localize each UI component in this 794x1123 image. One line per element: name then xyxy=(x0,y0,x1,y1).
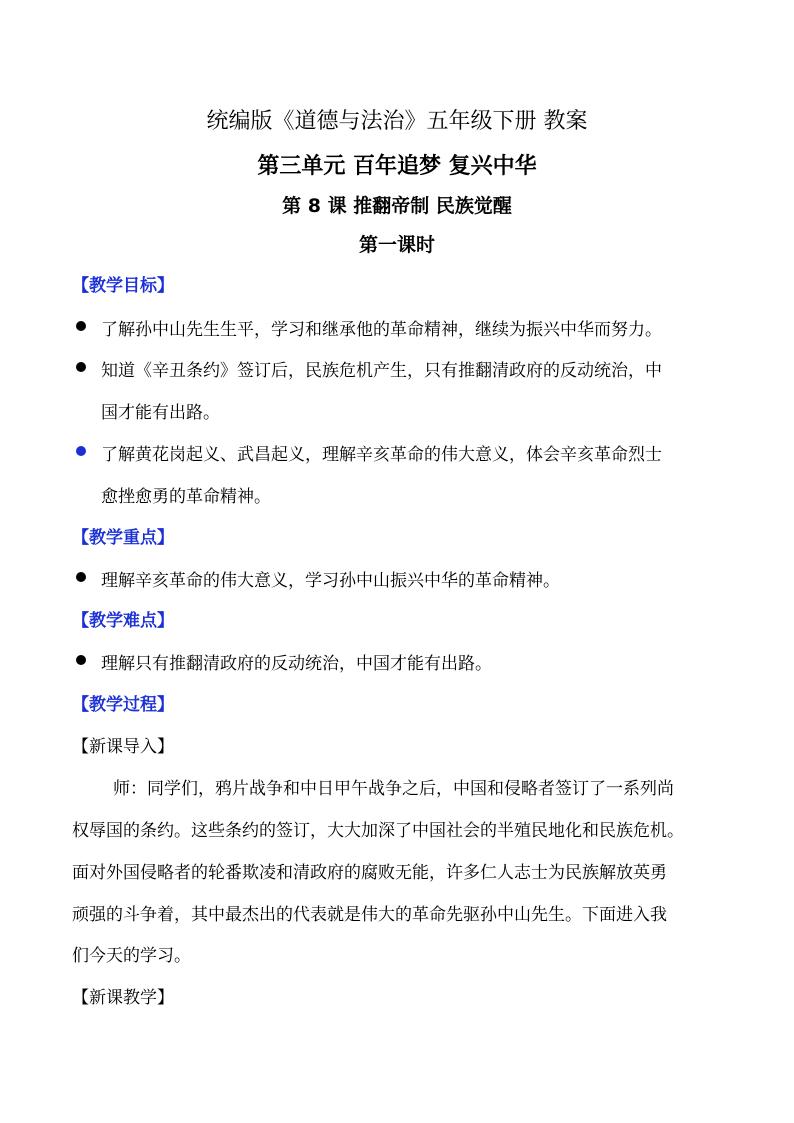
difficulty-line: 理解只有推翻清政府的反动统治，中国才能有出路。 xyxy=(101,654,492,674)
unit-title: 第三单元 百年追梦 复兴中华 xyxy=(257,154,537,179)
objective-1-line-1: 了解孙中山先生生平，学习和继承他的革命精神，继续为振兴中华而努力。 xyxy=(101,320,662,340)
intro-paragraph-line-1: 师：同学们，鸦片战争和中日甲午战争之后，中国和侵略者签订了一系列尚 xyxy=(113,779,674,799)
difficulties-heading: 【教学难点】 xyxy=(72,611,174,631)
objective-3-line-1: 了解黄花岗起义、武昌起义，理解辛亥革命的伟大意义，体会辛亥革命烈士 xyxy=(101,445,662,465)
process-heading: 【教学过程】 xyxy=(72,695,174,715)
objective-3-line-2: 愈挫愈勇的革命精神。 xyxy=(101,487,271,507)
period-title: 第一课时 xyxy=(358,234,435,256)
bullet-dot-icon xyxy=(76,655,86,665)
bullet-dot-icon xyxy=(76,572,86,582)
bullet-dot-icon xyxy=(76,321,86,331)
key-point-line: 理解辛亥革命的伟大意义，学习孙中山振兴中华的革命精神。 xyxy=(101,571,560,591)
objective-2-line-1: 知道《辛丑条约》签订后，民族危机产生，只有推翻清政府的反动统治，中 xyxy=(101,361,662,381)
objective-2-line-2: 国才能有出路。 xyxy=(101,403,220,423)
intro-paragraph-line-2: 权辱国的条约。这些条约的签订，大大加深了中国社会的半殖民地化和民族危机。 xyxy=(72,821,684,841)
objectives-heading: 【教学目标】 xyxy=(72,276,174,296)
intro-paragraph-line-3: 面对外国侵略者的轮番欺凌和清政府的腐败无能，许多仁人志士为民族解放英勇 xyxy=(72,863,667,883)
intro-heading: 【新课导入】 xyxy=(72,737,174,757)
bullet-dot-icon xyxy=(76,362,86,372)
lesson-title: 第 8 课 推翻帝制 民族觉醒 xyxy=(282,195,512,217)
intro-paragraph-line-4: 顽强的斗争着，其中最杰出的代表就是伟大的革命先驱孙中山先生。下面进入我 xyxy=(72,905,667,925)
bullet-dot-icon xyxy=(76,446,86,456)
intro-paragraph-line-5: 们今天的学习。 xyxy=(72,946,191,966)
document-title: 统编版《道德与法治》五年级下册 教案 xyxy=(206,109,588,134)
teaching-heading: 【新课教学】 xyxy=(72,988,174,1008)
key-points-heading: 【教学重点】 xyxy=(72,528,174,548)
